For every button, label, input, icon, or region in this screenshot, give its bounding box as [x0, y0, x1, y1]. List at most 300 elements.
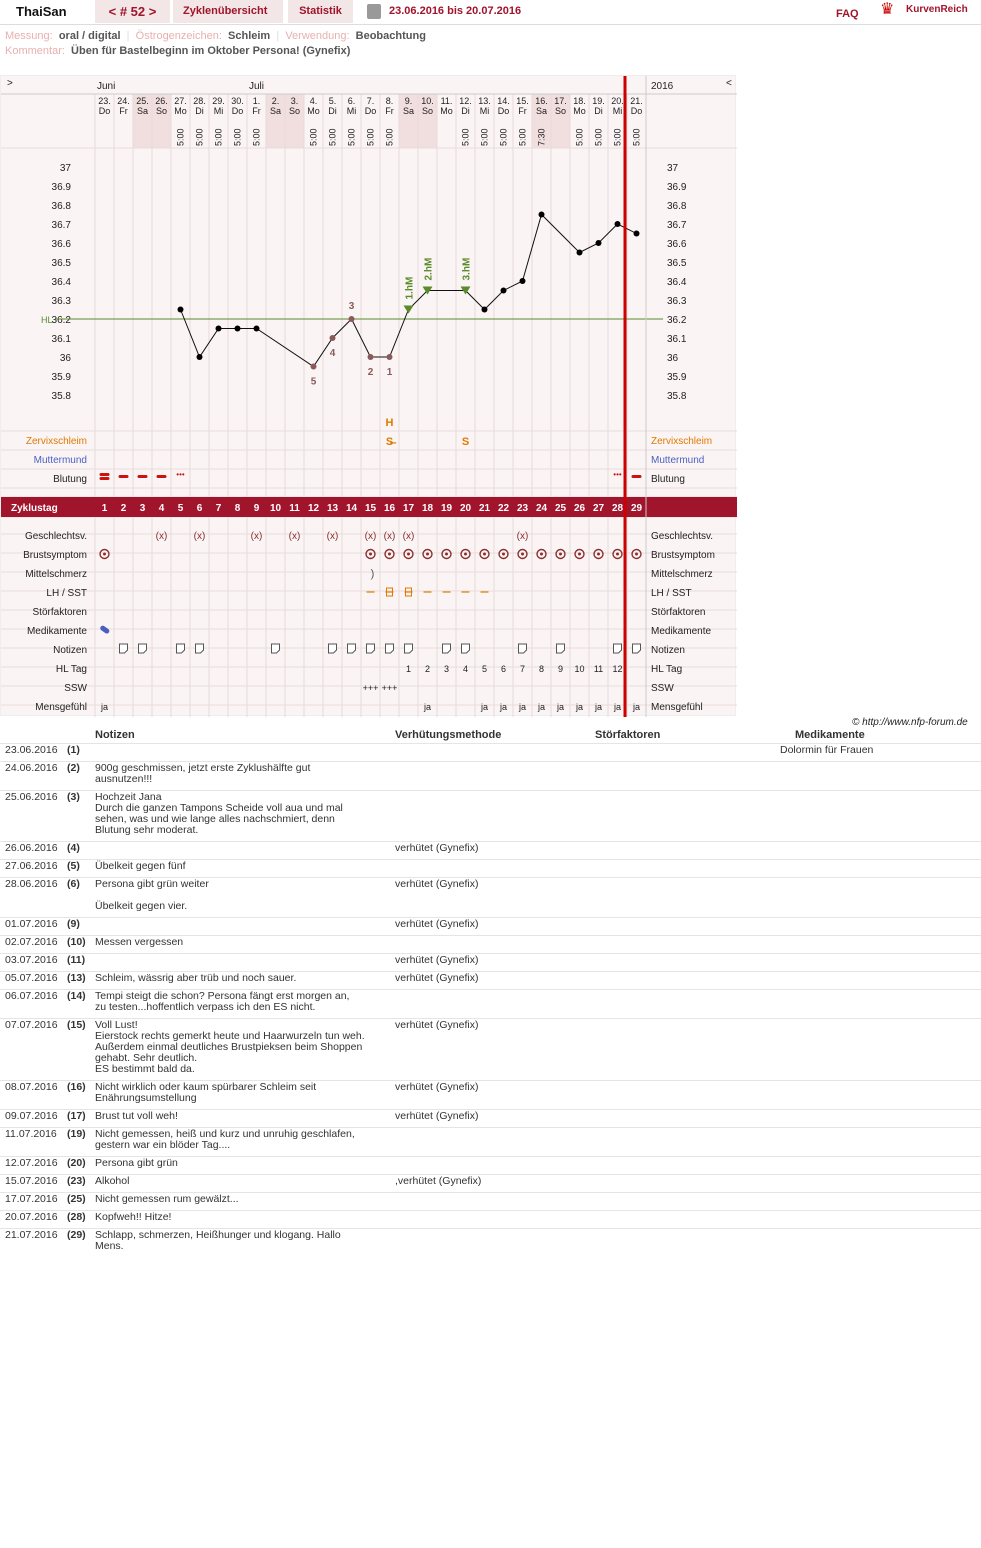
note-date: 02.07.2016	[5, 936, 58, 948]
temp-point	[615, 221, 621, 227]
breast-symptom-dot	[540, 553, 543, 556]
day-date-label: 8.	[385, 96, 394, 106]
temp-point	[330, 335, 336, 341]
note-date: 26.06.2016	[5, 842, 58, 854]
muttermund-label-right: Muttermund	[651, 455, 705, 466]
user-name: ThaiSan	[0, 0, 92, 23]
tab-cycle-overview[interactable]: Zyklenübersicht	[173, 0, 283, 23]
note-contraception: ,verhütet (Gynefix)	[395, 1175, 482, 1187]
weekday-label: Fr	[518, 106, 527, 116]
estrogen-sign-value: Schleim	[228, 30, 271, 42]
logo-text[interactable]: KurvenReich	[906, 4, 968, 15]
pill-icon	[99, 625, 110, 635]
notes-label-right: Notizen	[651, 645, 685, 656]
note-text: Schlapp, schmerzen, Heißhunger und klogang. Hallo Mens.	[95, 1229, 341, 1252]
day-date-label: 30.	[231, 96, 244, 106]
note-icon	[519, 644, 527, 653]
cycle-day-number: 13	[326, 503, 339, 514]
contraception-header: Verhütungsmethode	[395, 729, 502, 741]
zervix-label-right: Zervixschleim	[651, 436, 713, 447]
comment-value: Üben für Bastelbeginn im Oktober Persona! (Gynefix)	[71, 45, 351, 57]
mens-feeling-mark: ja	[480, 702, 489, 712]
notes-row	[0, 971, 981, 989]
weekday-label: Do	[630, 106, 643, 116]
day-date-label: 27.	[174, 96, 187, 106]
note-cycle-day: (1)	[67, 744, 80, 756]
breast-symptom-dot	[616, 553, 619, 556]
mens-feeling-mark: ja	[594, 702, 603, 712]
lh-test-label: LH / SST	[46, 588, 87, 599]
note-contraception: verhütet (Gynefix)	[395, 918, 479, 930]
temp-tick-right: 37	[667, 163, 679, 174]
note-icon	[405, 644, 413, 653]
notes-row	[0, 1210, 981, 1228]
bleeding-mark	[100, 477, 110, 480]
crown-logo-icon[interactable]: ♛	[880, 1, 895, 18]
cycle-day-number: 19	[440, 503, 453, 514]
note-icon	[614, 644, 622, 653]
measurement-time: 5:00	[498, 128, 509, 146]
day-date-label: 21.	[630, 96, 643, 106]
day-date-label: 4.	[309, 96, 318, 106]
intercourse-label: Geschlechtsv.	[24, 531, 87, 542]
meta-line-1: Messung: oral / digital | Östrogenzeichen: Schleim | Verwendung: Beobachtung	[5, 30, 426, 42]
medication-header: Medikamente	[795, 729, 865, 741]
low-count-label: 3	[348, 301, 355, 312]
note-date: 11.07.2016	[5, 1128, 57, 1140]
cycle-day-label: Zyklustag	[11, 503, 58, 514]
notes-row	[0, 1127, 981, 1156]
ssw-label: SSW	[64, 683, 87, 694]
weekday-label: Mo	[174, 106, 187, 116]
cycle-day-number: 16	[383, 503, 396, 514]
hl-day-label-right: HL Tag	[651, 664, 683, 675]
day-date-label: 18.	[573, 96, 586, 106]
temp-point	[501, 288, 507, 294]
tab-statistics[interactable]: Statistik	[288, 0, 353, 23]
copyright[interactable]: © http://www.nfp-forum.de	[852, 717, 968, 728]
temp-tick-right: 36.2	[667, 315, 687, 326]
mittelschmerz-mark: )	[370, 568, 375, 580]
chart-nav-right[interactable]: <	[726, 78, 732, 89]
measurement-time: 5:00	[346, 128, 357, 146]
top-bar	[0, 0, 981, 25]
notes-row	[0, 790, 981, 841]
intercourse-mark: (x)	[326, 531, 339, 542]
cycle-day-number: 11	[289, 503, 300, 514]
measurement-time: 5:00	[517, 128, 528, 146]
note-icon	[139, 644, 147, 653]
mens-feeling-mark: ja	[100, 702, 109, 712]
mens-label-right: Mensgefühl	[651, 702, 703, 713]
weekday-label: Mi	[612, 106, 623, 116]
note-date: 08.07.2016	[5, 1081, 58, 1093]
temp-point	[520, 278, 526, 284]
cycle-day-number: 5	[177, 503, 184, 514]
cycle-day-number: 28	[611, 503, 624, 514]
breast-symptom-dot	[521, 553, 524, 556]
cycle-day-number: 22	[497, 503, 510, 514]
spotting-mark: •••	[176, 470, 185, 479]
mens-feeling-mark: ja	[556, 702, 565, 712]
day-date-label: 2.	[271, 96, 280, 106]
day-date-label: 25.	[136, 96, 149, 106]
note-cycle-day: (4)	[67, 842, 80, 854]
print-icon[interactable]	[367, 4, 381, 19]
measurement-time: 5:00	[232, 128, 243, 146]
note-cycle-day: (10)	[67, 936, 86, 948]
measurement-time: 5:00	[327, 128, 338, 146]
day-date-label: 24.	[117, 96, 130, 106]
measurement-value: oral / digital	[58, 30, 121, 42]
mittelschmerz-label-right: Mittelschmerz	[651, 569, 713, 580]
temp-tick-right: 36.4	[667, 277, 687, 288]
note-cycle-day: (11)	[67, 954, 86, 966]
cycle-day-number: 2	[120, 503, 127, 514]
cycle-day-number: 3	[139, 503, 146, 514]
cycle-day-number: 17	[402, 503, 415, 514]
meta-line-2	[5, 45, 350, 57]
bleeding-label: Blutung	[53, 474, 87, 485]
temp-point	[539, 212, 545, 218]
notes-row	[0, 917, 981, 935]
cycle-day-number: 7	[215, 503, 222, 514]
estrogen-sign-label: Östrogenzeichen:	[135, 30, 222, 42]
note-date: 12.07.2016	[5, 1157, 58, 1169]
note-contraception: verhütet (Gynefix)	[395, 878, 479, 890]
day-date-label: 19.	[592, 96, 605, 106]
note-date: 27.06.2016	[5, 860, 58, 872]
temp-tick-left: 36.8	[51, 201, 71, 212]
breast-symptom-dot	[578, 553, 581, 556]
month-july: Juli	[249, 81, 265, 92]
notes-row	[0, 743, 981, 761]
temp-tick-left: 36.3	[51, 296, 71, 307]
breast-symptom-dot	[483, 553, 486, 556]
breast-symptom-dot	[369, 553, 372, 556]
cycle-chart	[0, 75, 736, 716]
note-cycle-day: (16)	[67, 1081, 86, 1093]
note-cycle-day: (28)	[67, 1211, 86, 1223]
cycle-day-number: 26	[573, 503, 586, 514]
cycle-day-number: 24	[535, 503, 548, 514]
intercourse-mark: (x)	[383, 531, 396, 542]
cervical-mucus-mark: S	[461, 436, 470, 448]
note-medication: Dolormin für Frauen	[780, 744, 874, 756]
note-contraception: verhütet (Gynefix)	[395, 972, 479, 984]
mittelschmerz-label: Mittelschmerz	[25, 569, 87, 580]
hl-day-number: 1	[405, 664, 412, 674]
weekday-label: Sa	[535, 106, 548, 116]
day-date-label: 14.	[497, 96, 510, 106]
note-date: 24.06.2016	[5, 762, 58, 774]
day-date-label: 13.	[478, 96, 491, 106]
disturbance-label-right: Störfaktoren	[651, 607, 706, 618]
note-contraception: verhütet (Gynefix)	[395, 1110, 479, 1122]
hl-day-number: 7	[519, 664, 526, 674]
cycle-day-number: 20	[459, 503, 472, 514]
mens-feeling-mark: ja	[518, 702, 527, 712]
notes-row	[0, 1018, 981, 1080]
notes-label: Notizen	[53, 645, 87, 656]
temp-tick-left: 36	[59, 353, 71, 364]
weekday-label: So	[554, 106, 567, 116]
weekday-label: Di	[195, 106, 204, 116]
breast-symptom-dot	[464, 553, 467, 556]
hl-label: HL	[41, 315, 53, 325]
temp-tick-left: 36.9	[51, 182, 71, 193]
intercourse-mark: (x)	[402, 531, 415, 542]
weekday-label: Fr	[385, 106, 394, 116]
ssw-label-right: SSW	[651, 683, 674, 694]
note-cycle-day: (6)	[67, 878, 80, 890]
temp-tick-right: 36.6	[667, 239, 687, 250]
notes-row	[0, 761, 981, 790]
day-date-label: 28.	[193, 96, 206, 106]
cycle-day-number: 21	[478, 503, 491, 514]
cycle-day-number: 1	[101, 503, 108, 514]
notes-row	[0, 1109, 981, 1127]
temp-tick-left: 35.9	[51, 372, 71, 383]
intercourse-mark: (x)	[193, 531, 206, 542]
measurement-time: 5:00	[631, 128, 642, 146]
low-count-label: 2	[367, 367, 374, 378]
note-text: Messen vergessen	[95, 936, 184, 948]
bleeding-mark	[632, 475, 642, 478]
temp-tick-right: 36.5	[667, 258, 687, 269]
disturbance-label: Störfaktoren	[32, 607, 87, 618]
mens-feeling-mark: ja	[632, 702, 641, 712]
cycle-day-number: 18	[421, 503, 434, 514]
hl-day-number: 4	[462, 664, 469, 674]
temp-point	[577, 250, 583, 256]
temp-point	[197, 354, 203, 360]
mens-feeling-mark: ja	[499, 702, 508, 712]
note-text: Kopfweh!! Hitze!	[95, 1211, 172, 1223]
note-icon	[329, 644, 337, 653]
note-date: 05.07.2016	[5, 972, 58, 984]
muttermund-label: Muttermund	[33, 455, 87, 466]
weekday-label: Di	[461, 106, 470, 116]
note-icon	[462, 644, 470, 653]
cycle-day-number: 23	[516, 503, 529, 514]
temp-point	[368, 354, 374, 360]
mens-feeling-mark: ja	[423, 702, 432, 712]
comment-label: Kommentar:	[5, 45, 65, 57]
note-cycle-day: (5)	[67, 860, 80, 872]
temp-tick-right: 35.9	[667, 372, 687, 383]
day-date-label: 29.	[212, 96, 225, 106]
notes-row	[0, 953, 981, 971]
month-june: Juni	[97, 81, 116, 92]
note-text: Persona gibt grün	[95, 1157, 178, 1169]
weekday-label: Sa	[402, 106, 415, 116]
breast-symptom-label: Brustsymptom	[23, 550, 87, 561]
mens-label: Mensgefühl	[35, 702, 87, 713]
hl-day-number: 5	[481, 664, 488, 674]
temp-point	[596, 240, 602, 246]
weekday-label: Mi	[479, 106, 490, 116]
note-text: Hochzeit Jana Durch die ganzen Tampons Scheide voll aua und mal sehen, was und wie lange alles nachschmiert, denn Blutung sehr moderat.	[95, 791, 343, 836]
chart-nav-left[interactable]: >	[7, 78, 13, 89]
temp-tick-left: 36.4	[51, 277, 71, 288]
bleeding-mark	[138, 475, 148, 478]
weekday-label: Do	[497, 106, 510, 116]
day-date-label: 26.	[155, 96, 168, 106]
note-cycle-day: (25)	[67, 1193, 86, 1205]
temp-tick-left: 36.7	[51, 220, 71, 231]
temp-tick-right: 36.1	[667, 334, 687, 345]
cycle-day-number: 15	[364, 503, 377, 514]
measurement-time: 5:00	[251, 128, 262, 146]
measurement-time: 5:00	[384, 128, 395, 146]
temp-point	[254, 326, 260, 332]
temp-point	[178, 307, 184, 313]
measurement-time: 5:00	[460, 128, 471, 146]
note-cycle-day: (13)	[67, 972, 86, 984]
temp-tick-left: 36.2	[51, 315, 71, 326]
usage-label: Verwendung:	[285, 30, 350, 42]
note-cycle-day: (14)	[67, 990, 86, 1002]
note-icon	[633, 644, 641, 653]
hl-day-number: 8	[538, 664, 545, 674]
day-date-label: 20.	[611, 96, 624, 106]
day-date-label: 16.	[535, 96, 548, 106]
day-date-label: 15.	[516, 96, 529, 106]
weekday-label: So	[155, 106, 168, 116]
note-text: Brust tut voll weh!	[95, 1110, 178, 1122]
weekday-label: Mo	[573, 106, 586, 116]
intercourse-mark: (x)	[364, 531, 377, 542]
temp-tick-right: 36.7	[667, 220, 687, 231]
weekday-label: Di	[594, 106, 603, 116]
intercourse-mark: (x)	[155, 531, 168, 542]
spotting-mark: •••	[613, 470, 622, 479]
hl-day-number: 10	[574, 664, 585, 674]
note-icon	[196, 644, 204, 653]
temp-tick-right: 36.3	[667, 296, 687, 307]
note-text: Nicht gemessen rum gewälzt...	[95, 1193, 239, 1205]
note-contraception: verhütet (Gynefix)	[395, 1081, 479, 1093]
weekday-label: Sa	[136, 106, 149, 116]
notes-row	[0, 841, 981, 859]
weekday-label: So	[288, 106, 301, 116]
note-date: 17.07.2016	[5, 1193, 58, 1205]
temp-point	[349, 316, 355, 322]
note-icon	[348, 644, 356, 653]
temp-point	[235, 326, 241, 332]
temp-tick-left: 37	[59, 163, 71, 174]
temp-point	[387, 354, 393, 360]
measurement-time: 5:00	[365, 128, 376, 146]
note-cycle-day: (23)	[67, 1175, 86, 1187]
measurement-time: 5:00	[194, 128, 205, 146]
chart-year: 2016	[651, 81, 674, 92]
notes-row	[0, 1174, 981, 1192]
day-date-label: 1.	[252, 96, 261, 106]
weekday-label: Do	[231, 106, 244, 116]
notes-row	[0, 989, 981, 1018]
bleeding-mark	[119, 475, 129, 478]
cycle-day-number: 14	[345, 503, 358, 514]
higher-measurement-label: 2.hM	[423, 257, 435, 281]
notes-row	[0, 1156, 981, 1174]
bleeding-mark	[157, 475, 167, 478]
note-contraception: verhütet (Gynefix)	[395, 1019, 479, 1031]
bleeding-label-right: Blutung	[651, 474, 685, 485]
temp-tick-right: 35.8	[667, 391, 687, 402]
day-date-label: 10.	[421, 96, 434, 106]
measurement-time: 5:00	[213, 128, 224, 146]
disturbances-header: Störfaktoren	[595, 729, 661, 741]
cycle-day-number: 10	[269, 503, 282, 514]
mens-feeling-mark: ja	[575, 702, 584, 712]
temp-tick-left: 36.6	[51, 239, 71, 250]
cycle-day-number: 9	[253, 503, 260, 514]
ssw-mark: +++	[381, 683, 398, 693]
cycle-day-number: 29	[630, 503, 643, 514]
note-date: 15.07.2016	[5, 1175, 58, 1187]
cycle-day-number: 27	[592, 503, 605, 514]
note-date: 07.07.2016	[5, 1019, 58, 1031]
temp-tick-right: 36	[667, 353, 679, 364]
notes-row	[0, 1192, 981, 1210]
breast-symptom-dot	[426, 553, 429, 556]
zervix-label: Zervixschleim	[25, 436, 87, 447]
weekday-label: Do	[364, 106, 377, 116]
hl-day-number: 11	[593, 664, 604, 674]
low-count-label: 1	[386, 367, 393, 378]
measurement-time: 5:00	[308, 128, 319, 146]
weekday-label: Fr	[119, 106, 128, 116]
measurement-time: 5:00	[175, 128, 186, 146]
note-icon	[367, 644, 375, 653]
note-cycle-day: (29)	[67, 1229, 86, 1241]
day-date-label: 6.	[347, 96, 356, 106]
notes-row	[0, 935, 981, 953]
measurement-time: 7:30	[536, 128, 547, 146]
note-text: 900g geschmissen, jetzt erste Zyklushälfte gut ausnutzen!!!	[95, 762, 311, 785]
notes-row	[0, 1080, 981, 1109]
breast-symptom-dot	[103, 553, 106, 556]
note-date: 06.07.2016	[5, 990, 58, 1002]
cycle-day-number: 25	[554, 503, 567, 514]
usage-value: Beobachtung	[355, 30, 426, 42]
day-date-label: 11.	[440, 96, 453, 106]
note-text: Alkohol	[95, 1175, 130, 1187]
weekday-label: Mo	[440, 106, 453, 116]
breast-symptom-label-right: Brustsymptom	[651, 550, 715, 561]
cycle-navigator[interactable]: < # 52 >	[95, 0, 170, 23]
note-date: 09.07.2016	[5, 1110, 58, 1122]
measurement-time: 5:00	[574, 128, 585, 146]
weekday-label: Mo	[307, 106, 320, 116]
breast-symptom-dot	[635, 553, 638, 556]
measurement-time: 5:00	[612, 128, 623, 146]
higher-measurement-marker	[404, 306, 414, 314]
note-contraception: verhütet (Gynefix)	[395, 954, 479, 966]
breast-symptom-dot	[502, 553, 505, 556]
faq-link[interactable]: FAQ	[836, 8, 859, 20]
intercourse-mark: (x)	[288, 531, 301, 542]
note-date: 20.07.2016	[5, 1211, 58, 1223]
note-text: Übelkeit gegen fünf	[95, 860, 186, 872]
note-date: 03.07.2016	[5, 954, 58, 966]
day-date-label: 12.	[459, 96, 472, 106]
note-icon	[386, 644, 394, 653]
note-contraception: verhütet (Gynefix)	[395, 842, 479, 854]
note-cycle-day: (2)	[67, 762, 80, 774]
